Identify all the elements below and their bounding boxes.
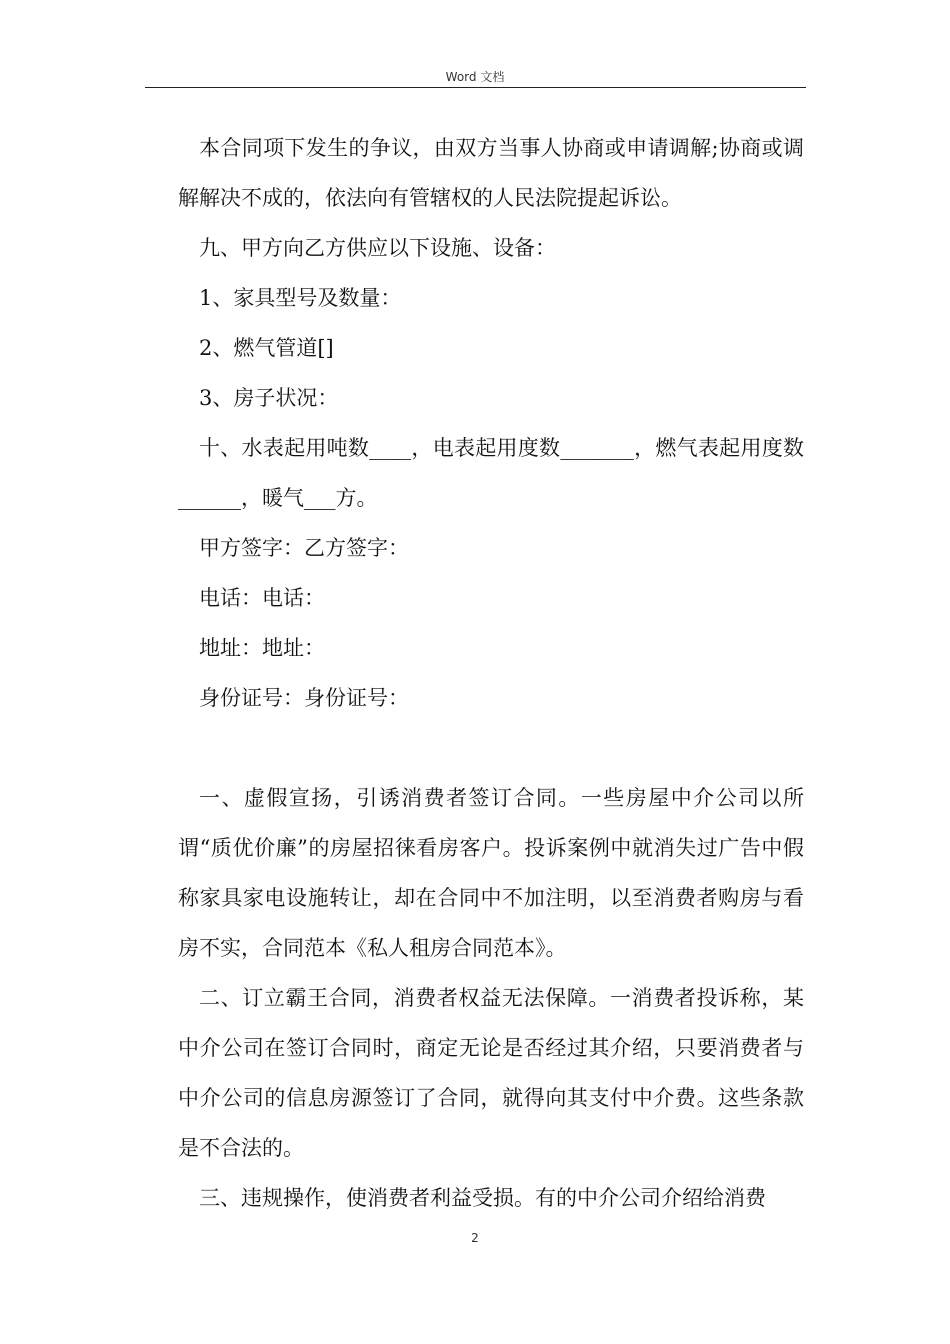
page-number: 2 <box>471 1231 479 1245</box>
document-body <box>178 123 804 1223</box>
paragraph: 身份证号：身份证号： <box>199 686 409 710</box>
paragraph: 二、订立霸王合同，消费者权益无法保障。一消费者投诉称，某中介公司在签订合同时，商定无论是否经过其介绍，只要消费者与中介公司的信息房源签订了合同，就得向其支付中介费。这些条款是不合法的。 <box>178 986 804 1160</box>
paragraph: 本合同项下发生的争议，由双方当事人协商或申请调解;协商或调解解决不成的，依法向有管辖权的人民法院提起诉讼。 <box>178 136 804 210</box>
paragraph: 十、水表起用吨数____，电表起用度数_______，燃气表起用度数______，暖气___方。 <box>178 436 804 510</box>
paragraph: 2、燃气管道[] <box>199 336 334 360</box>
blank-line <box>178 723 804 773</box>
paragraph: 三、违规操作，使消费者利益受损。有的中介公司介绍给消费 <box>199 1186 766 1210</box>
paragraph: 1、家具型号及数量： <box>199 286 402 310</box>
paragraph: 3、房子状况： <box>199 386 339 410</box>
paragraph: 电话：电话： <box>199 586 325 610</box>
paragraph: 一、虚假宣扬，引诱消费者签订合同。一些房屋中介公司以所谓“质优价廉”的房屋招徕看房客户。投诉案例中就消失过广告中假称家具家电设施转让，却在合同中不加注明，以至消费者购房与看房不实，合同范本《私人租房合同范本》。 <box>178 786 804 960</box>
header-divider <box>145 87 806 88</box>
paragraph: 地址：地址： <box>199 636 325 660</box>
header-title: Word 文档 <box>445 70 505 84</box>
paragraph: 九、甲方向乙方供应以下设施、设备： <box>199 236 556 260</box>
paragraph: 甲方签字：乙方签字： <box>199 536 409 560</box>
